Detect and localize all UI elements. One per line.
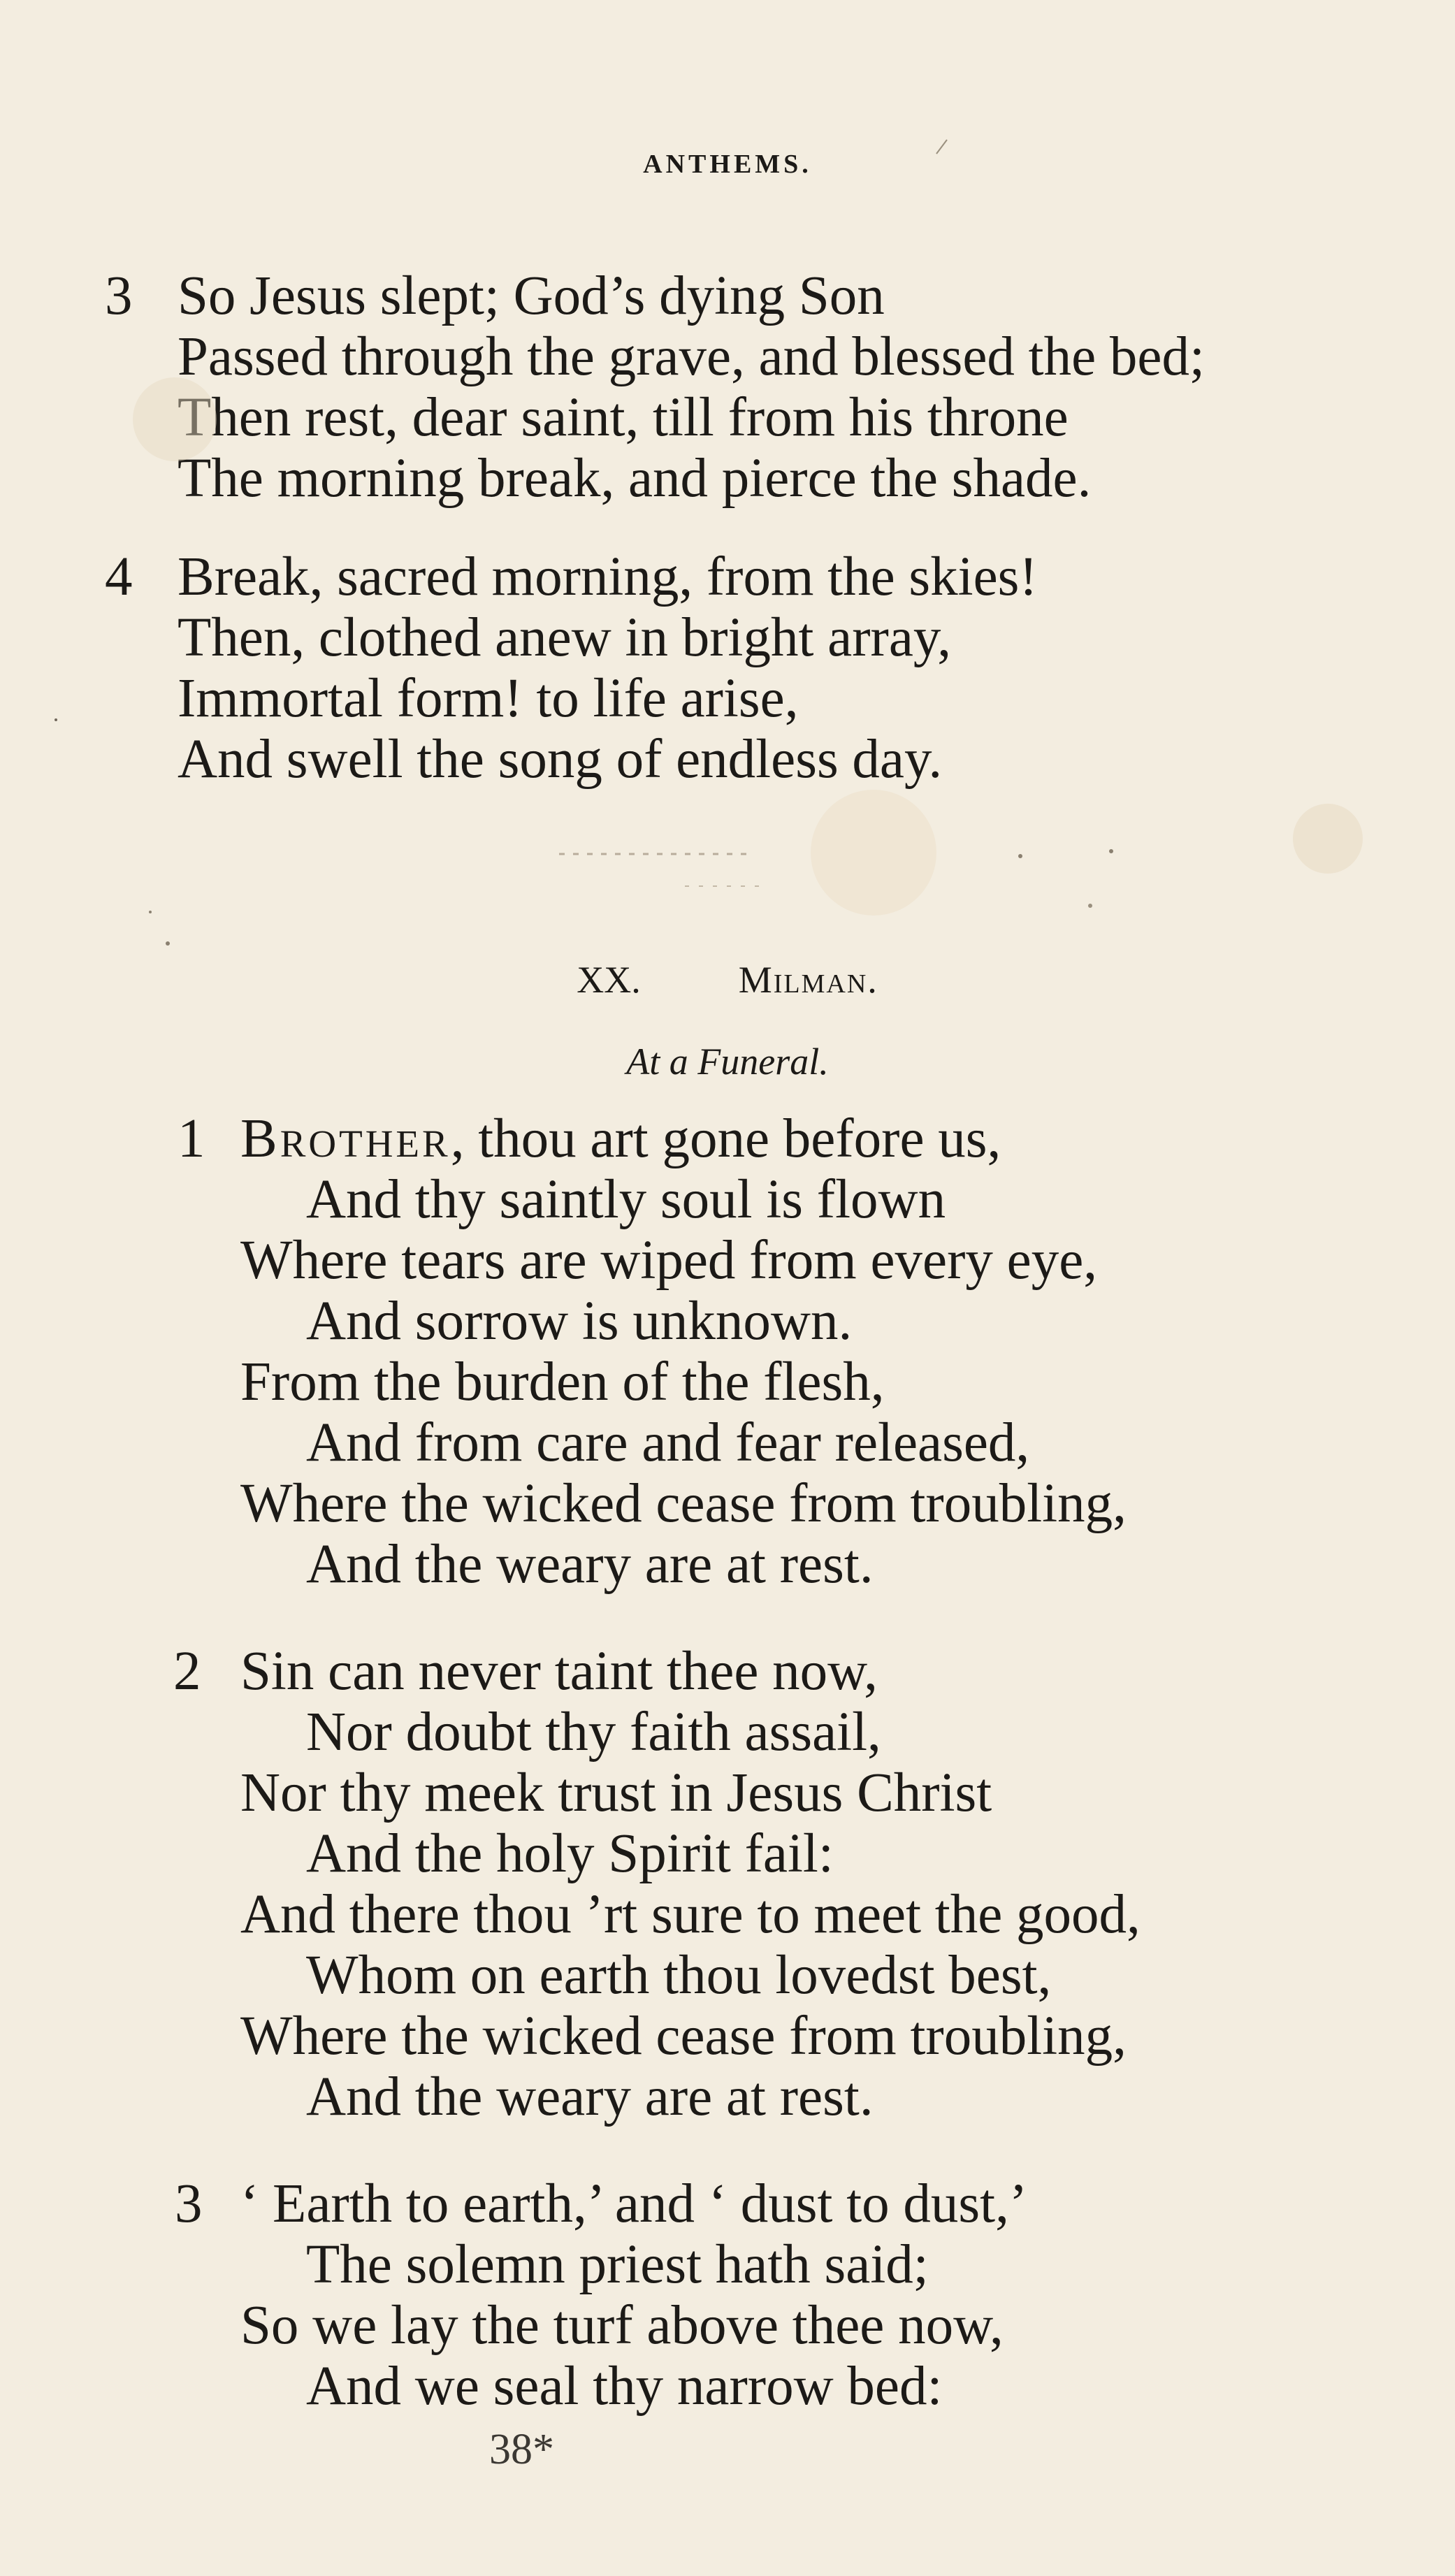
verse-line: And the weary are at rest. xyxy=(306,1534,874,1595)
verse-line: Where tears are wiped from every eye, xyxy=(240,1230,1098,1291)
verse-line: Then, clothed anew in bright array, xyxy=(178,607,952,668)
verse-line: Where the wicked cease from troubling, xyxy=(240,2006,1127,2067)
verse-line: Brother, thou art gone before us, xyxy=(240,1108,1001,1169)
verse-line: And there thou ’rt sure to meet the good, xyxy=(240,1884,1141,1945)
stanza-number: 2 xyxy=(173,1641,201,1702)
verse-line: And we seal thy narrow bed: xyxy=(306,2356,943,2417)
verse-line: Whom on earth thou lovedst best, xyxy=(306,1945,1052,2006)
verse-line: The morning break, and pierce the shade. xyxy=(178,448,1092,509)
verse-line: And swell the song of endless day. xyxy=(178,729,943,790)
verse-line: And the weary are at rest. xyxy=(306,2067,874,2127)
verse-line: From the burden of the flesh, xyxy=(240,1352,885,1412)
verse-line: Nor thy meek trust in Jesus Christ xyxy=(240,1763,992,1823)
stanza-number: 3 xyxy=(105,266,133,326)
verse-line: Then rest, dear saint, till from his throne xyxy=(178,387,1069,448)
verse-line: The solemn priest hath said; xyxy=(306,2234,929,2295)
verse-line: ‘ Earth to earth,’ and ‘ dust to dust,’ xyxy=(240,2173,1028,2234)
signature-mark: 38* xyxy=(489,2426,554,2473)
running-header: ANTHEMS. xyxy=(643,150,812,179)
verse-line: So we lay the turf above thee now, xyxy=(240,2295,1004,2356)
stanza-number: 3 xyxy=(175,2173,203,2234)
stanza-number: 1 xyxy=(178,1108,205,1169)
verse-line: So Jesus slept; God’s dying Son xyxy=(178,266,885,326)
verse-line: Passed through the grave, and blessed the bed; xyxy=(178,326,1205,387)
verse-line: And sorrow is unknown. xyxy=(306,1291,853,1352)
verse-line: Nor doubt thy faith assail, xyxy=(306,1702,881,1763)
verse-line: Sin can never taint thee now, xyxy=(240,1641,878,1702)
verse-line: And thy saintly soul is flown xyxy=(306,1169,946,1230)
hymn-author: Milman. xyxy=(738,959,878,1001)
hymn-heading xyxy=(0,961,1455,999)
verse-line: Immortal form! to life arise, xyxy=(178,668,799,729)
hymn-number: XX. xyxy=(577,959,641,1001)
hymn-subtitle: At a Funeral. xyxy=(626,1041,829,1083)
verse-line: Break, sacred morning, from the skies! xyxy=(178,547,1038,607)
first-word: Brother xyxy=(240,1108,451,1169)
verse-line: And the holy Spirit fail: xyxy=(306,1823,834,1884)
verse-line: Where the wicked cease from troubling, xyxy=(240,1473,1127,1534)
verse-line: And from care and fear released, xyxy=(306,1412,1030,1473)
stanza-number: 4 xyxy=(105,547,133,607)
